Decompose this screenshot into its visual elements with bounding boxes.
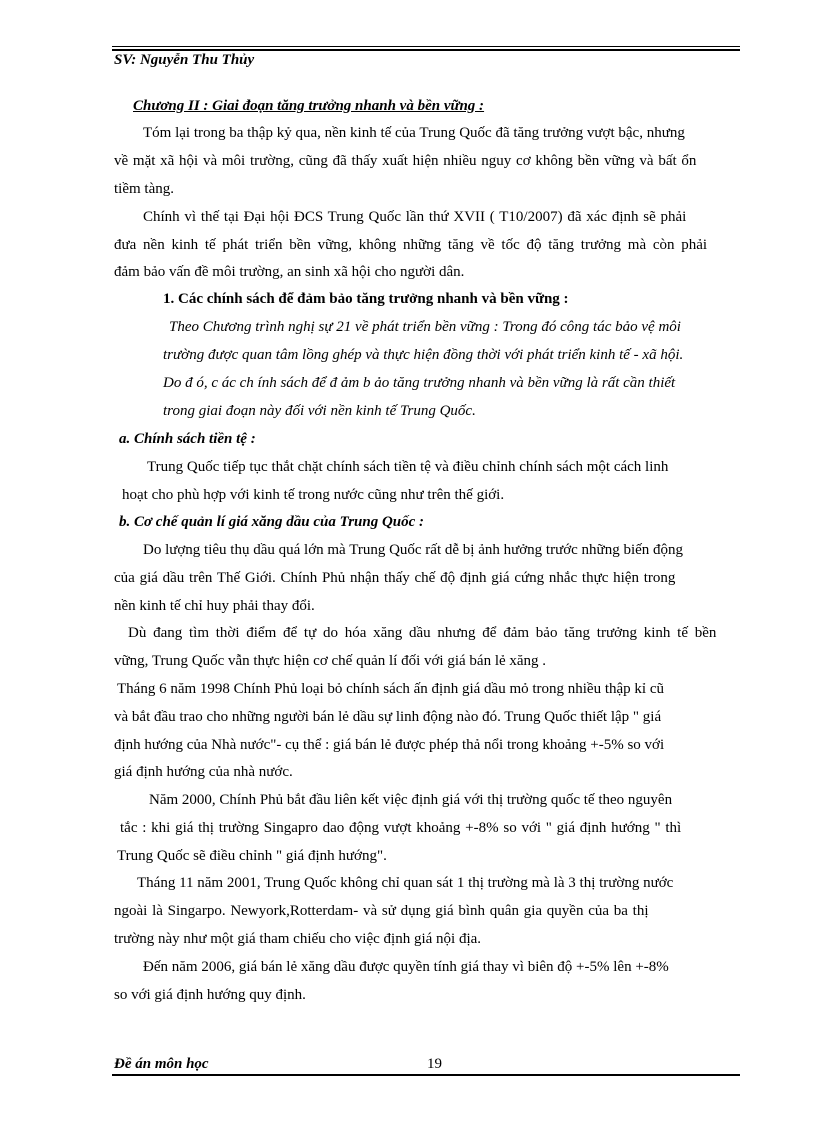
paragraph-line: trong giai đoạn này đối với nền kinh tế Trung Quốc.	[163, 403, 476, 419]
paragraph-line: Đến năm 2006, giá bán lẻ xăng dầu được quyền tính giá thay vì biên độ +-5% lên +-8%	[143, 959, 669, 975]
subsection-heading: a. Chính sách tiền tệ :	[119, 431, 256, 447]
paragraph-line: Tháng 11 năm 2001, Trung Quốc không chỉ quan sát 1 thị trường mà là 3 thị trường nước	[137, 875, 674, 891]
paragraph-line: Trung Quốc sẽ điều chỉnh " giá định hướng".	[117, 848, 387, 864]
paragraph-line: ngoài là Singarpo. Newyork,Rotterdam- và sử dụng giá bình quân gia quyền của ba thị	[114, 903, 649, 919]
header-rule	[112, 46, 740, 47]
paragraph-line: định hướng của Nhà nước"- cụ thể : giá bán lẻ được phép thả nổi trong khoảng +-5% so với	[114, 737, 665, 753]
paragraph-line: Dù đang tìm thời điểm để tự do hóa xăng dầu nhưng để đảm bảo tăng trưởng kinh tế bền	[128, 625, 717, 641]
paragraph-line: Do lượng tiêu thụ dầu quá lớn mà Trung Quốc rất dễ bị ảnh hưởng trước những biến động	[143, 542, 684, 558]
paragraph-line: Tóm lại trong ba thập kỷ qua, nền kinh tế của Trung Quốc đã tăng trưởng vượt bậc, nhưng	[143, 125, 685, 141]
paragraph-line: Chính vì thế tại Đại hội ĐCS Trung Quốc lần thứ XVII ( T10/2007) đã xác định sẽ phải	[143, 209, 687, 225]
chapter-title: Chương II : Giai đoạn tăng trưởng nhanh và bền vững :	[133, 98, 485, 114]
paragraph-line: tắc : khi giá thị trường Singapro dao động vượt khoảng +-8% so với " giá định hướng " thì	[120, 820, 682, 836]
paragraph-line: so với giá định hướng quy định.	[114, 987, 306, 1003]
paragraph-line: giá định hướng của nhà nước.	[114, 764, 293, 780]
paragraph-line: trường được quan tâm lồng ghép và thực hiện đồng thời với phát triển kinh tế - xã hội.	[163, 347, 684, 363]
paragraph-line: trường này như một giá tham chiếu cho việc định giá nội địa.	[114, 931, 482, 947]
paragraph-line: của giá dầu trên Thế Giới. Chính Phủ nhận thấy chế độ định giá cứng nhắc thực hiện trong	[114, 570, 676, 586]
paragraph-line: nền kinh tế chỉ huy phải thay đổi.	[114, 598, 315, 614]
paragraph-line: hoạt cho phù hợp với kinh tế trong nước cũng như trên thế giới.	[122, 487, 505, 503]
paragraph-line: đưa nền kinh tế phát triển bền vững, không những tăng về tốc độ tăng trưởng mà còn phải	[114, 237, 708, 253]
footer-rule	[112, 1074, 740, 1076]
paragraph-line: về mặt xã hội và môi trường, cũng đã thấy xuất hiện nhiều nguy cơ không bền vững và bất ổn	[114, 153, 697, 169]
paragraph-line: và bắt đầu trao cho những người bán lẻ dầu sự linh động nào đó. Trung Quốc thiết lập " giá	[114, 709, 662, 725]
paragraph-line: Tháng 6 năm 1998 Chính Phủ loại bỏ chính sách ấn định giá dầu mỏ trong nhiều thập kỉ cũ	[117, 681, 664, 697]
paragraph-line: tiềm tàng.	[114, 181, 174, 197]
paragraph-line: Theo Chương trình nghị sự 21 về phát triển bền vững : Trong đó công tác bảo vệ môi	[169, 319, 681, 335]
subsection-heading: b. Cơ chế quản lí giá xăng dầu của Trung Quốc :	[119, 514, 425, 530]
paragraph-line: Trung Quốc tiếp tục thắt chặt chính sách tiền tệ và điều chỉnh chính sách một cách linh	[147, 459, 669, 475]
header-rule-thick	[112, 49, 740, 51]
paragraph-line: đảm bảo vấn đề môi trường, an sinh xã hội cho người dân.	[114, 264, 465, 280]
footer-course-title: Đề án môn học	[114, 1056, 209, 1072]
paragraph-line: Năm 2000, Chính Phủ bắt đầu liên kết việc định giá với thị trường quốc tế theo nguyên	[149, 792, 673, 808]
paragraph-line: vững, Trung Quốc vẫn thực hiện cơ chế quản lí đối với giá bán lẻ xăng .	[114, 653, 547, 669]
header-student-name: SV: Nguyễn Thu Thủy	[114, 52, 255, 68]
paragraph-line: Do đ ó, c ác ch ính sách để đ ảm b ảo tăng trưởng nhanh và bền vững là rất cần thiết	[163, 375, 676, 391]
page-number: 19	[427, 1056, 442, 1072]
section-heading: 1. Các chính sách để đảm bảo tăng trưởng nhanh và bền vững :	[163, 291, 569, 307]
